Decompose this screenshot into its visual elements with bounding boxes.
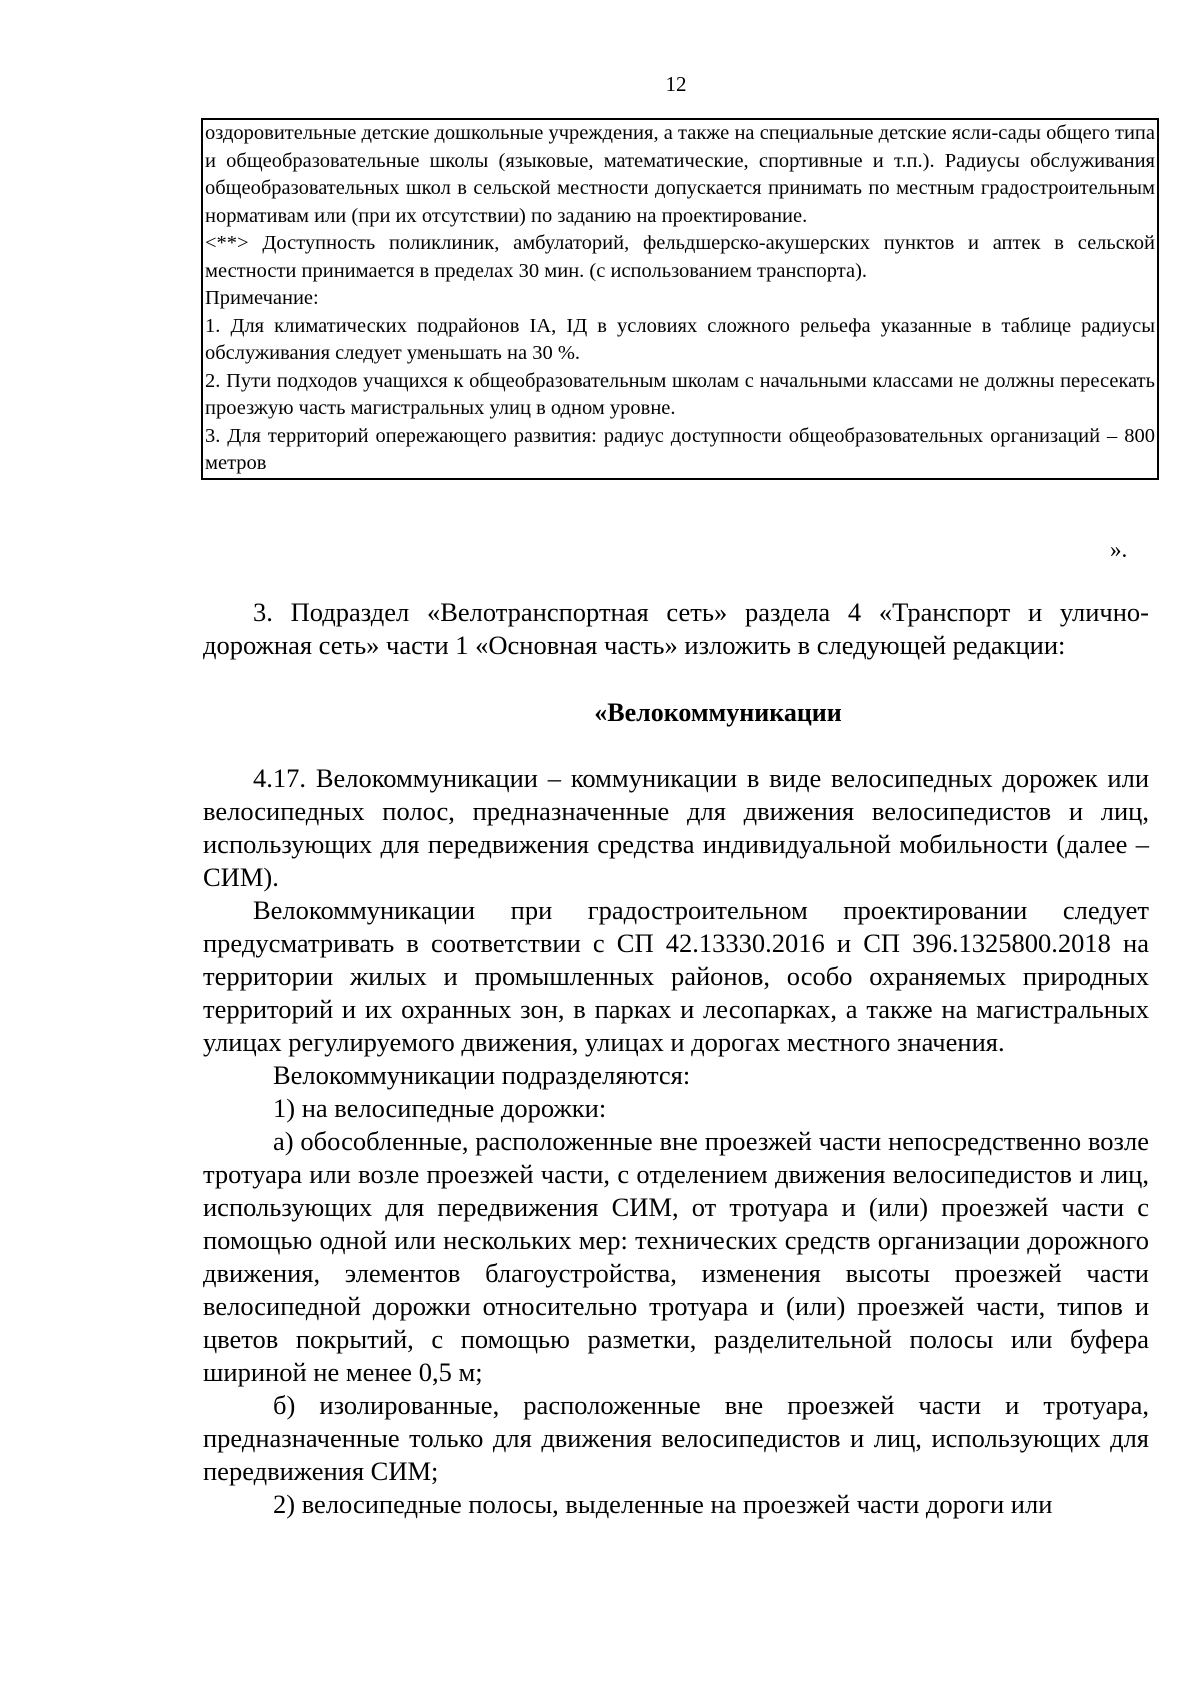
paragraph: Велокоммуникации при градостроительном проектировании следует предусматривать в соответствии с СП 42.13330.2016 и СП 396.1325800.2018 на территории жилых и промышленных районов, особо охраняемых природных территорий и их охранных зон, в парках и лесопарках, а также на магистральных улицах регулируемого движения, улицах и дорогах местного значения. xyxy=(203,895,1149,1057)
note-line: 3. Для территорий опережающего развития: радиус доступности общеобразовательных организаций – 800 метров xyxy=(205,424,1155,474)
paragraph: 1) на велосипедные дорожки: xyxy=(273,1093,607,1123)
paragraph: 2) велосипедные полосы, выделенные на проезжей части дороги или xyxy=(273,1489,1053,1519)
paragraph-3: 3. Подраздел «Велотранспортная сеть» раздела 4 «Транспорт и улично-дорожная сеть» части 1 «Основная часть» изложить в следующей редакции: xyxy=(203,597,1149,660)
note-line: 2. Пути подходов учащихся к общеобразовательным школам с начальными классами не должны пересекать проезжую часть магистральных улиц в одном уровне. xyxy=(205,369,1155,419)
section-heading: «Велокоммуникации xyxy=(594,698,842,727)
page-number: 12 xyxy=(665,72,687,96)
amendment-paragraph xyxy=(203,596,1149,662)
main-text xyxy=(203,762,1149,1521)
closing-quote: ». xyxy=(1110,537,1128,562)
note-line: Примечание: xyxy=(205,287,319,309)
paragraph: 4.17. Велокоммуникации – коммуникации в виде велосипедных дорожек или велосипедных полос, предназначенные для движения велосипедистов и лиц, использующих для передвижения средства индивидуальной мобильности (далее – СИМ). xyxy=(203,763,1149,892)
note-line: оздоровительные детские дошкольные учреждения, а также на специальные детские ясли-сады общего типа и общеобразовательные школы (языковые, математические, спортивные и т.п.). Радиусы обслуживания общеобразовательных школ в сельской местности допускается принимать по местным градостроительным нормативам или (при их отсутствии) по заданию на проектирование. xyxy=(205,122,1155,227)
note-line: <**> Доступность поликлиник, амбулаторий, фельдшерско-акушерских пунктов и аптек в сельской местности принимается в пределах 30 мин. (с использованием транспорта). xyxy=(205,232,1155,282)
paragraph: Велокоммуникации подразделяются: xyxy=(273,1060,691,1090)
note-line: 1. Для климатических подрайонов IA, IД в условиях сложного рельефа указанные в таблице радиусы обслуживания следует уменьшать на 30 %. xyxy=(205,314,1155,364)
table-note-box xyxy=(201,118,1159,480)
paragraph: б) изолированные, расположенные вне проезжей части и тротуара, предназначенные только для движения велосипедистов и лиц, использующих для передвижения СИМ; xyxy=(203,1390,1149,1486)
paragraph: а) обособленные, расположенные вне проезжей части непосредственно возле тротуара или возле проезжей части, с отделением движения велосипедистов и лиц, использующих для передвижения СИМ, от тротуара и (или) проезжей части с помощью одной или нескольких мер: технических средств организации дорожного движения, элементов благоустройства, изменения высоты проезжей части велосипедной дорожки относительно тротуара и (или) проезжей части, типов и цветов покрытий, с помощью разметки, разделительной полосы или буфера шириной не менее 0,5 м; xyxy=(203,1126,1149,1387)
